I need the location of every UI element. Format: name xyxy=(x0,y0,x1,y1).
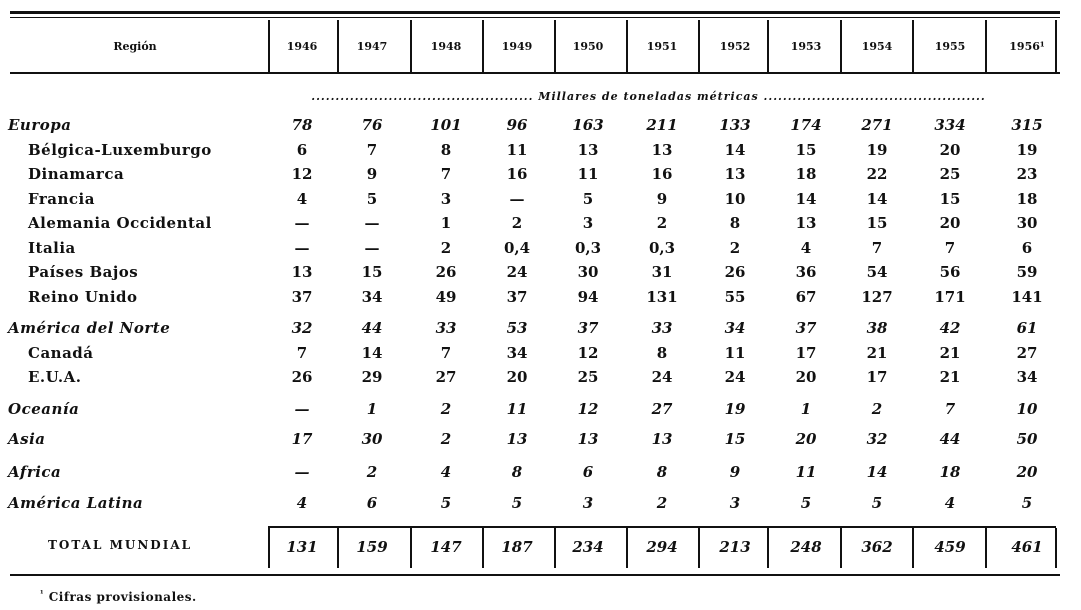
table-cell: 7 xyxy=(440,344,452,362)
top-rule-thick xyxy=(10,11,1060,14)
table-cell: 16 xyxy=(651,165,673,183)
total-cell: 187 xyxy=(501,538,533,556)
table-cell: 38 xyxy=(866,319,888,337)
table-cell: 13 xyxy=(724,165,746,183)
table-cell: 13 xyxy=(291,263,313,281)
table-cell: 4 xyxy=(800,239,812,257)
header-rule xyxy=(10,72,1060,74)
table-cell: 5 xyxy=(1021,494,1033,512)
table-cell: 20 xyxy=(939,141,961,159)
table-cell: 23 xyxy=(1016,165,1038,183)
column-divider xyxy=(698,20,700,72)
table-cell: 3 xyxy=(582,494,594,512)
table-cell: 15 xyxy=(361,263,383,281)
country-row xyxy=(0,288,1081,310)
table-cell: 37 xyxy=(506,288,528,306)
table-cell: 94 xyxy=(577,288,599,306)
table-cell: 174 xyxy=(790,116,822,134)
table-cell: 19 xyxy=(724,400,746,418)
total-row xyxy=(0,538,1081,560)
table-cell: 10 xyxy=(724,190,746,208)
table-cell: 18 xyxy=(1016,190,1038,208)
country-row xyxy=(0,141,1081,163)
table-cell: 27 xyxy=(435,368,457,386)
table-cell: 59 xyxy=(1016,263,1038,281)
footnote-marker: ¹ xyxy=(40,588,45,598)
table-cell: 42 xyxy=(939,319,961,337)
table-cell: 17 xyxy=(795,344,817,362)
top-rule-thin xyxy=(10,17,1060,18)
total-top-rule xyxy=(268,526,1056,528)
table-cell: 55 xyxy=(724,288,746,306)
table-cell: 54 xyxy=(866,263,888,281)
table-cell: 27 xyxy=(1016,344,1038,362)
table-cell: 13 xyxy=(577,141,599,159)
row-label: Europa xyxy=(8,116,72,134)
total-cell: 461 xyxy=(1011,538,1043,556)
table-cell: 315 xyxy=(1011,116,1043,134)
table-cell: 20 xyxy=(795,430,817,448)
row-label: Países Bajos xyxy=(28,263,139,281)
table-cell: 37 xyxy=(795,319,817,337)
column-divider xyxy=(410,20,412,72)
region-row xyxy=(0,463,1081,485)
table-cell: 13 xyxy=(651,430,673,448)
table-cell: 5 xyxy=(871,494,883,512)
region-row xyxy=(0,494,1081,516)
table-cell: 18 xyxy=(795,165,817,183)
year-header: 1952 xyxy=(719,40,751,53)
table-cell: 26 xyxy=(291,368,313,386)
table-cell: 2 xyxy=(366,463,378,481)
table-cell: 34 xyxy=(506,344,528,362)
column-divider xyxy=(985,20,987,72)
table-cell: 9 xyxy=(366,165,378,183)
table-cell: 1 xyxy=(440,214,452,232)
table-cell: 10 xyxy=(1016,400,1038,418)
table-cell: 53 xyxy=(506,319,528,337)
year-header: 1946 xyxy=(286,40,318,53)
table-cell: 20 xyxy=(506,368,528,386)
table-cell: 36 xyxy=(795,263,817,281)
table-cell: 5 xyxy=(366,190,378,208)
row-label: Reino Unido xyxy=(28,288,138,306)
table-cell: 15 xyxy=(939,190,961,208)
total-cell: 362 xyxy=(861,538,893,556)
table-cell: 2 xyxy=(871,400,883,418)
table-cell: 5 xyxy=(800,494,812,512)
table-cell: 14 xyxy=(361,344,383,362)
total-cell: 147 xyxy=(430,538,462,556)
table-cell: 49 xyxy=(435,288,457,306)
table-cell: 15 xyxy=(795,141,817,159)
table-cell: 2 xyxy=(656,214,668,232)
bottom-rule xyxy=(10,574,1060,576)
table-cell: 131 xyxy=(646,288,678,306)
year-header: 1948 xyxy=(430,40,462,53)
table-cell: 56 xyxy=(939,263,961,281)
column-divider xyxy=(268,20,270,72)
table-cell: 76 xyxy=(361,116,383,134)
table-cell: 22 xyxy=(866,165,888,183)
table-cell: 14 xyxy=(724,141,746,159)
table-cell: 4 xyxy=(296,190,308,208)
table-cell: 30 xyxy=(577,263,599,281)
table-cell: 25 xyxy=(577,368,599,386)
table-cell: 12 xyxy=(577,400,599,418)
row-label: Asia xyxy=(8,430,46,448)
table-cell: 31 xyxy=(651,263,673,281)
table-cell: 11 xyxy=(724,344,746,362)
country-row xyxy=(0,239,1081,261)
table-cell: 7 xyxy=(296,344,308,362)
table-cell: 1 xyxy=(366,400,378,418)
table-cell: 141 xyxy=(1011,288,1043,306)
table-cell: 21 xyxy=(939,344,961,362)
table-cell: 19 xyxy=(1016,141,1038,159)
table-cell: 3 xyxy=(729,494,741,512)
row-label: Canadá xyxy=(28,344,94,362)
table-cell: 271 xyxy=(861,116,893,134)
year-header: 1947 xyxy=(356,40,388,53)
year-header: 1949 xyxy=(501,40,533,53)
table-cell: 9 xyxy=(656,190,668,208)
table-cell: 7 xyxy=(440,165,452,183)
table-cell: 13 xyxy=(651,141,673,159)
table-cell: 9 xyxy=(729,463,741,481)
table-cell: 34 xyxy=(724,319,746,337)
year-header: 1955 xyxy=(934,40,966,53)
table-cell: 17 xyxy=(291,430,313,448)
table-cell: 0,4 xyxy=(503,239,531,257)
country-row xyxy=(0,214,1081,236)
table-cell: 101 xyxy=(430,116,462,134)
region-row xyxy=(0,319,1081,341)
table-cell: 8 xyxy=(440,141,452,159)
table-cell: 44 xyxy=(361,319,383,337)
table-cell: 32 xyxy=(291,319,313,337)
country-row xyxy=(0,190,1081,212)
table-cell: 25 xyxy=(939,165,961,183)
table-cell: 6 xyxy=(582,463,594,481)
table-cell: 4 xyxy=(296,494,308,512)
footnote-text: Cifras provisionales. xyxy=(48,590,197,604)
table-cell: 34 xyxy=(1016,368,1038,386)
table-cell: 8 xyxy=(656,344,668,362)
footnote xyxy=(40,588,197,604)
table-cell: 67 xyxy=(795,288,817,306)
table-cell: 3 xyxy=(440,190,452,208)
row-label: Dinamarca xyxy=(28,165,125,183)
country-row xyxy=(0,165,1081,187)
table-cell: 17 xyxy=(866,368,888,386)
total-cell: 234 xyxy=(572,538,604,556)
total-cell: 294 xyxy=(646,538,678,556)
table-cell: 44 xyxy=(939,430,961,448)
table-cell: 20 xyxy=(1016,463,1038,481)
year-header: 1950 xyxy=(572,40,604,53)
table-cell: 32 xyxy=(866,430,888,448)
column-divider xyxy=(912,20,914,72)
table-cell: 96 xyxy=(506,116,528,134)
table-cell: 11 xyxy=(506,141,528,159)
table-cell: 24 xyxy=(506,263,528,281)
table-cell: 127 xyxy=(861,288,893,306)
table-cell: 34 xyxy=(361,288,383,306)
table-cell: 2 xyxy=(440,430,452,448)
table-cell: 37 xyxy=(291,288,313,306)
table-cell: 3 xyxy=(582,214,594,232)
table-cell: 2 xyxy=(511,214,523,232)
table-cell: 13 xyxy=(577,430,599,448)
table-cell: — xyxy=(364,239,380,257)
table-cell: 4 xyxy=(440,463,452,481)
column-divider xyxy=(840,20,842,72)
table-cell: 30 xyxy=(1016,214,1038,232)
table-cell: 4 xyxy=(944,494,956,512)
table-cell: 334 xyxy=(934,116,966,134)
table-cell: 30 xyxy=(361,430,383,448)
table-cell: — xyxy=(364,214,380,232)
table-cell: 15 xyxy=(866,214,888,232)
table-cell: 2 xyxy=(729,239,741,257)
table-cell: 5 xyxy=(582,190,594,208)
table-cell: 7 xyxy=(944,239,956,257)
table-cell: — xyxy=(294,239,310,257)
column-divider xyxy=(767,20,769,72)
column-divider xyxy=(554,20,556,72)
country-row xyxy=(0,344,1081,366)
table-cell: 7 xyxy=(944,400,956,418)
table-cell: 33 xyxy=(435,319,457,337)
region-column-header: Región xyxy=(113,40,157,53)
total-label: TOTAL MUNDIAL xyxy=(48,538,193,552)
table-cell: 26 xyxy=(435,263,457,281)
table-cell: 6 xyxy=(1021,239,1033,257)
table-cell: 24 xyxy=(724,368,746,386)
table-cell: 14 xyxy=(795,190,817,208)
table-cell: 11 xyxy=(506,400,528,418)
table-cell: 50 xyxy=(1016,430,1038,448)
total-cell: 131 xyxy=(286,538,318,556)
table-cell: 15 xyxy=(724,430,746,448)
table-cell: 1 xyxy=(800,400,812,418)
column-divider xyxy=(337,20,339,72)
row-label: Bélgica-Luxemburgo xyxy=(28,141,212,159)
row-label: Italia xyxy=(28,239,76,257)
table-cell: 7 xyxy=(366,141,378,159)
total-cell: 213 xyxy=(719,538,751,556)
table-cell: 37 xyxy=(577,319,599,337)
table-cell: 171 xyxy=(934,288,966,306)
table-cell: 78 xyxy=(291,116,313,134)
table-cell: 18 xyxy=(939,463,961,481)
table-cell: 133 xyxy=(719,116,751,134)
table-cell: — xyxy=(294,400,310,418)
region-row xyxy=(0,116,1081,138)
total-cell: 248 xyxy=(790,538,822,556)
table-cell: 21 xyxy=(939,368,961,386)
table-cell: 6 xyxy=(366,494,378,512)
table-cell: 2 xyxy=(440,239,452,257)
table-cell: 2 xyxy=(656,494,668,512)
table-cell: 8 xyxy=(656,463,668,481)
table-cell: 2 xyxy=(440,400,452,418)
table-cell: 14 xyxy=(866,190,888,208)
row-label: América Latina xyxy=(8,494,144,512)
table-cell: 27 xyxy=(651,400,673,418)
table-cell: 29 xyxy=(361,368,383,386)
table-cell: 211 xyxy=(646,116,678,134)
table-cell: 12 xyxy=(291,165,313,183)
table-cell: 13 xyxy=(506,430,528,448)
row-label: E.U.A. xyxy=(28,368,82,386)
table-cell: 5 xyxy=(511,494,523,512)
table-cell: — xyxy=(509,190,525,208)
year-header: 1954 xyxy=(861,40,893,53)
total-cell: 159 xyxy=(356,538,388,556)
table-cell: 11 xyxy=(577,165,599,183)
table-cell: 33 xyxy=(651,319,673,337)
year-header: 1956¹ xyxy=(1009,40,1045,53)
row-label: América del Norte xyxy=(8,319,171,337)
unit-label: .............................................. Millares de toneladas métricas .............................................. xyxy=(311,90,986,103)
table-cell: 0,3 xyxy=(648,239,676,257)
row-label: Oceanía xyxy=(8,400,80,418)
country-row xyxy=(0,263,1081,285)
column-divider xyxy=(482,20,484,72)
table-cell: 13 xyxy=(795,214,817,232)
table-cell: 14 xyxy=(866,463,888,481)
year-header: 1953 xyxy=(790,40,822,53)
row-label: Alemania Occidental xyxy=(28,214,212,232)
table-cell: 21 xyxy=(866,344,888,362)
table-cell: 8 xyxy=(511,463,523,481)
year-header: 1951 xyxy=(646,40,678,53)
table-cell: 5 xyxy=(440,494,452,512)
table-cell: 26 xyxy=(724,263,746,281)
table-cell: 8 xyxy=(729,214,741,232)
table-cell: 12 xyxy=(577,344,599,362)
table-cell: — xyxy=(294,214,310,232)
table-cell: 11 xyxy=(795,463,817,481)
region-row xyxy=(0,400,1081,422)
table-cell: 6 xyxy=(296,141,308,159)
region-row xyxy=(0,430,1081,452)
table-cell: 19 xyxy=(866,141,888,159)
column-divider xyxy=(626,20,628,72)
table-cell: 0,3 xyxy=(574,239,602,257)
country-row xyxy=(0,368,1081,390)
row-label: Francia xyxy=(28,190,95,208)
table-cell: 20 xyxy=(939,214,961,232)
row-label: Africa xyxy=(8,463,62,481)
table-cell: 24 xyxy=(651,368,673,386)
table-cell: 7 xyxy=(871,239,883,257)
table-cell: 61 xyxy=(1016,319,1038,337)
table-cell: 20 xyxy=(795,368,817,386)
table-cell: 16 xyxy=(506,165,528,183)
table-cell: 163 xyxy=(572,116,604,134)
table-cell: — xyxy=(294,463,310,481)
total-cell: 459 xyxy=(934,538,966,556)
